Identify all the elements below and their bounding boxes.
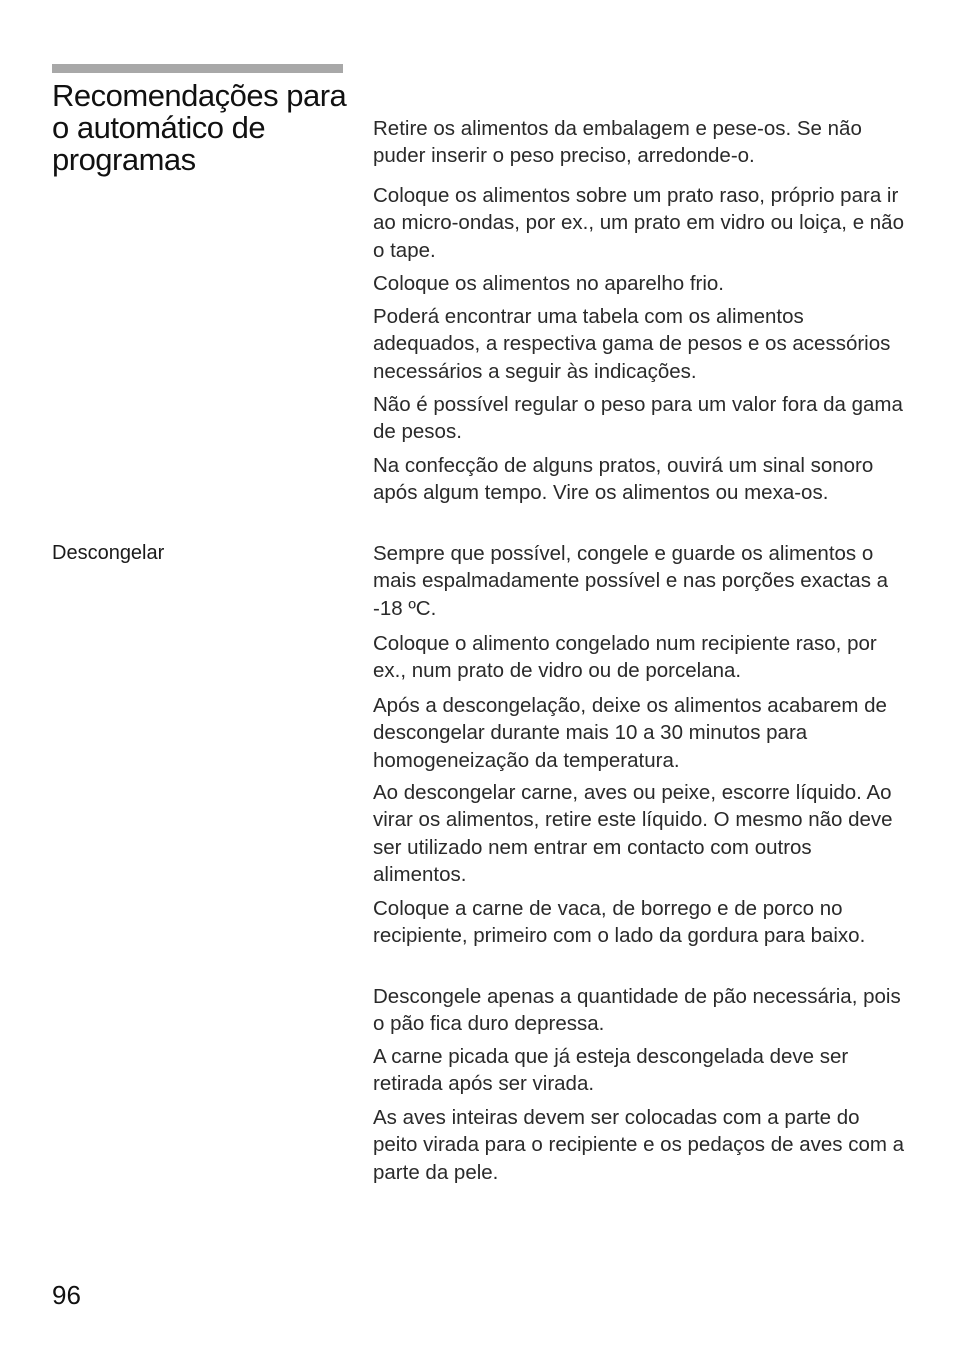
general-paragraph-2: Coloque os alimentos sobre um prato raso, próprio para ir ao micro-ondas, por ex., um prato em vidro ou loiça, e não o tape. [373, 184, 904, 262]
section-title: Recomendações para o automático de programas [52, 78, 347, 177]
general-paragraph-3: Coloque os alimentos no aparelho frio. [373, 272, 724, 295]
defrost-paragraph-8: As aves inteiras devem ser colocadas com a parte do peito virada para o recipiente e os pedaços de aves com a parte da pele. [373, 1106, 905, 1184]
defrost-paragraph-1: Sempre que possível, congele e guarde os alimentos o mais espalmadamente possível e nas porções exactas a -18 ºC. [373, 542, 889, 620]
general-paragraph-1: Retire os alimentos da embalagem e pese-os. Se não puder inserir o peso preciso, arredonde-o. [373, 117, 862, 168]
defrost-paragraph-5: Coloque a carne de vaca, de borrego e de porco no recipiente, primeiro com o lado da gordura para baixo. [373, 897, 866, 948]
defrost-label: Descongelar [52, 542, 165, 564]
page-number: 96 [52, 1280, 81, 1310]
general-paragraph-5: Não é possível regular o peso para um valor fora da gama de pesos. [373, 393, 903, 444]
defrost-paragraph-4: Ao descongelar carne, aves ou peixe, escorre líquido. Ao virar os alimentos, retire este líquido. O mesmo não deve ser utilizado nem entrar em contacto com outros alimentos. [373, 781, 893, 886]
defrost-paragraph-2: Coloque o alimento congelado num recipiente raso, por ex., num prato de vidro ou de porcelana. [373, 632, 877, 683]
defrost-paragraph-7: A carne picada que já esteja descongelada deve ser retirada após ser virada. [373, 1045, 849, 1096]
defrost-paragraph-3: Após a descongelação, deixe os alimentos acabarem de descongelar durante mais 10 a 30 minutos para homogeneização da temperatura. [373, 694, 887, 772]
general-paragraph-6: Na confecção de alguns pratos, ouvirá um sinal sonoro após algum tempo. Vire os alimentos ou mexa-os. [373, 454, 874, 505]
defrost-paragraph-6: Descongele apenas a quantidade de pão necessária, pois o pão fica duro depressa. [373, 985, 901, 1036]
section-top-rule [52, 64, 343, 73]
general-paragraph-4: Poderá encontrar uma tabela com os alimentos adequados, a respectiva gama de pesos e os acessórios necessários a seguir às indicações. [373, 305, 891, 383]
